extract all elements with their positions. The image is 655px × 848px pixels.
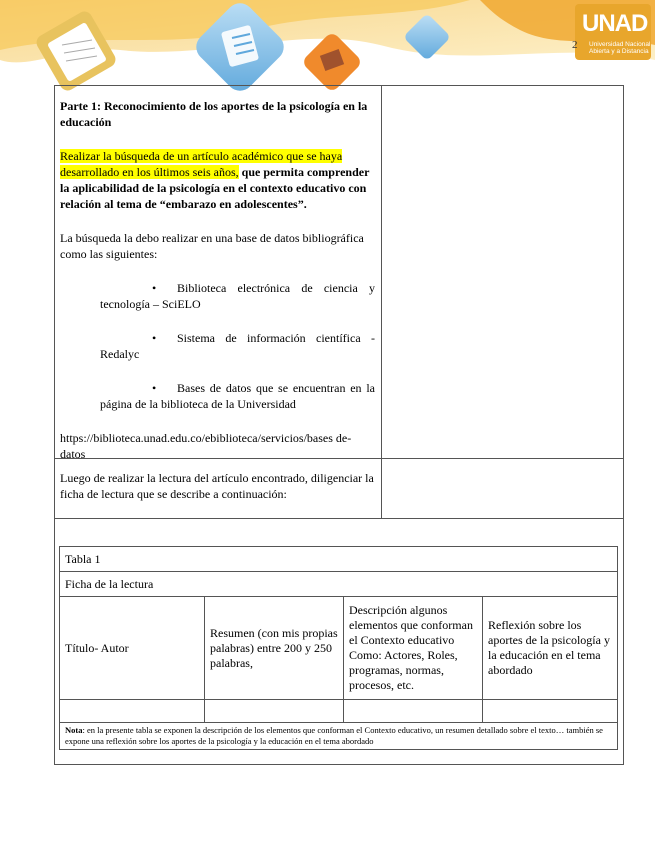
column-header-title-author: Título- Autor <box>60 597 205 700</box>
empty-cell[interactable] <box>60 700 205 723</box>
search-instruction <box>60 148 375 212</box>
column-header-summary: Resumen (con mis propias palabras) entre 200 y 250 palabras, <box>205 597 344 700</box>
page-number: 2 <box>572 39 578 51</box>
unad-logo: UNAD <box>582 10 648 37</box>
unad-logo-subtitle: Universidad Nacional Abierta y a Distancia <box>589 41 651 55</box>
bullet-icon: • <box>152 331 157 345</box>
database-item: Biblioteca electrónica de ciencia y tecnología – SciELO <box>100 281 375 311</box>
empty-cell[interactable] <box>483 700 618 723</box>
list-item <box>60 280 375 312</box>
reading-sheet-table <box>59 546 618 750</box>
empty-cell[interactable] <box>205 700 344 723</box>
column-header-reflection: Reflexión sobre los aportes de la psicología y la educación en el tema abordado <box>483 597 618 700</box>
table-note <box>60 723 618 750</box>
table-divider-horizontal <box>55 518 623 519</box>
bullet-icon: • <box>152 281 157 295</box>
note-text: : en la presente tabla se exponen la descripción de los elementos que conforman el Contexto educativo, un resumen detallado sobre el texto… también se expone una reflexión sobre los aportes de la psicología y la educación en el tema abordado <box>65 725 603 746</box>
after-reading-instruction: Luego de realizar la lectura del artículo encontrado, diligenciar la ficha de lectura que se describe a continuación: <box>60 471 374 501</box>
instructions-cell <box>60 98 375 462</box>
table-divider-vertical <box>381 86 382 519</box>
list-item <box>60 380 375 412</box>
database-item: Sistema de información científica - Redalyc <box>100 331 375 361</box>
table-caption: Tabla 1 <box>60 547 618 572</box>
list-item <box>60 330 375 362</box>
library-url[interactable]: https://biblioteca.unad.edu.co/ebiblioteca/servicios/bases de-datos <box>60 431 352 461</box>
part-title: Parte 1: Reconocimiento de los aportes de la psicología en la educación <box>60 99 368 129</box>
instruction-purpose: que permita comprender la aplicabilidad de la psicología en el contexto educativo con relación al tema de “embarazo en adolescentes”. <box>60 165 370 211</box>
highlighted-instruction: Realizar la búsqueda de un artículo académico que se haya desarrollado en los últimos seis años, <box>60 149 343 179</box>
note-label: Nota <box>65 725 83 735</box>
database-item: Bases de datos que se encuentran en la página de la biblioteca de la Universidad <box>100 381 375 411</box>
column-header-context: Descripción algunos elementos que conforman el Contexto educativo Como: Actores, Roles, programas, normas, procesos, etc. <box>344 597 483 700</box>
search-intro: La búsqueda la debo realizar en una base de datos bibliográfica como las siguientes: <box>60 231 364 261</box>
table-subtitle: Ficha de la lectura <box>60 572 618 597</box>
empty-cell[interactable] <box>344 700 483 723</box>
bullet-icon: • <box>152 381 157 395</box>
